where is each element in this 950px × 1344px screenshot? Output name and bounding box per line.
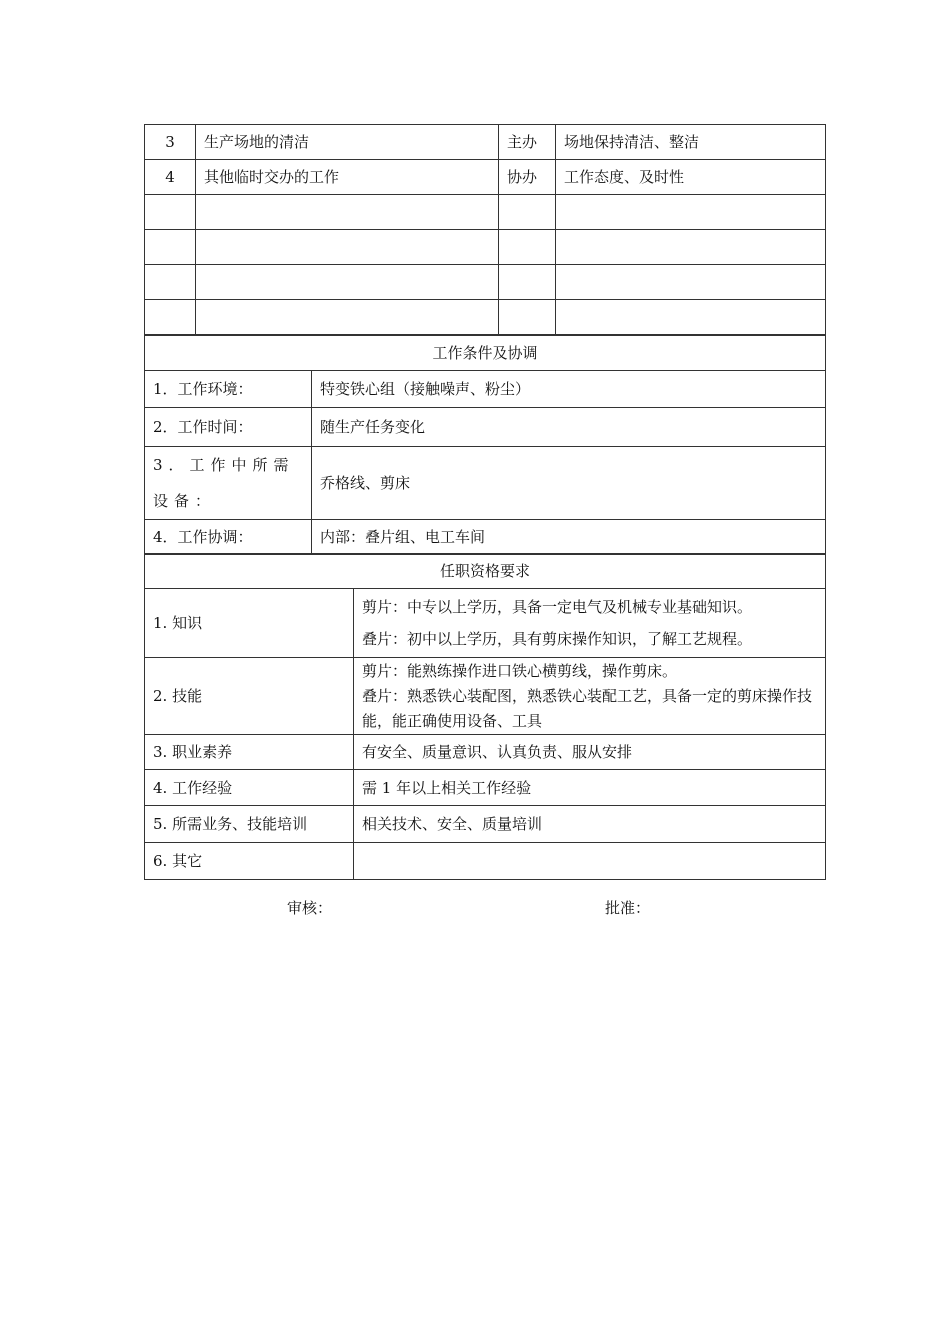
qualification-value xyxy=(354,843,826,880)
qualification-value: 有安全、质量意识、认真负责、服从安排 xyxy=(354,735,826,770)
section-title-qualifications: 任职资格要求 xyxy=(145,554,826,589)
table-row xyxy=(145,160,826,195)
approve-signature-label: 批准： xyxy=(605,899,651,917)
qualification-label: 4. 工作经验 xyxy=(145,770,354,806)
table-row xyxy=(145,371,826,408)
table-row-empty xyxy=(145,195,826,230)
qualification-value xyxy=(354,589,826,658)
table-row-empty xyxy=(145,300,826,335)
table-row xyxy=(145,125,826,160)
duty-number: 4 xyxy=(145,160,196,195)
table-row xyxy=(145,408,826,447)
qualification-label: 3. 职业素养 xyxy=(145,735,354,770)
table-row xyxy=(145,843,826,880)
table-row xyxy=(145,770,826,806)
condition-value: 乔格线、剪床 xyxy=(312,447,826,520)
qualification-label: 6. 其它 xyxy=(145,843,354,880)
table-row xyxy=(145,735,826,770)
qualifications-table xyxy=(144,553,826,880)
table-row xyxy=(145,806,826,843)
qualification-value: 需 1 年以上相关工作经验 xyxy=(354,770,826,806)
qualifications-header-row xyxy=(145,554,826,589)
duty-standard: 工作态度、及时性 xyxy=(556,160,826,195)
conditions-table xyxy=(144,335,826,555)
table-row xyxy=(145,658,826,735)
duty-task: 生产场地的清洁 xyxy=(196,125,499,160)
qualification-label: 1. 知识 xyxy=(145,589,354,658)
condition-label: 3．工作中所需设备： xyxy=(145,447,312,520)
duty-number: 3 xyxy=(145,125,196,160)
duty-task: 其他临时交办的工作 xyxy=(196,160,499,195)
review-signature-label: 审核： xyxy=(287,899,333,917)
qualification-line: 叠片：熟悉铁心装配图，熟悉铁心装配工艺，具备一定的剪床操作技能，能正确使用设备、工具 xyxy=(362,686,813,730)
qualification-line: 剪片：能熟练操作进口铁心横剪线，操作剪床。 xyxy=(362,661,678,680)
duty-role: 协办 xyxy=(499,160,556,195)
duties-table xyxy=(144,124,826,335)
qualification-value: 相关技术、安全、质量培训 xyxy=(354,806,826,843)
qualification-label: 5. 所需业务、技能培训 xyxy=(145,806,354,843)
condition-value: 内部：叠片组、电工车间 xyxy=(312,520,826,555)
qualification-label: 2. 技能 xyxy=(145,658,354,735)
condition-label: 1．工作环境： xyxy=(145,371,312,408)
table-row xyxy=(145,589,826,658)
condition-value: 特变铁心组（接触噪声、粉尘） xyxy=(312,371,826,408)
table-row-empty xyxy=(145,230,826,265)
qualification-line: 剪片：中专以上学历，具备一定电气及机械专业基础知识。 xyxy=(362,598,753,616)
condition-label: 2．工作时间： xyxy=(145,408,312,447)
qualification-line: 叠片：初中以上学历，具有剪床操作知识，了解工艺规程。 xyxy=(362,630,753,648)
condition-label: 4．工作协调： xyxy=(145,520,312,555)
duty-standard: 场地保持清洁、整洁 xyxy=(556,125,826,160)
conditions-header-row xyxy=(145,336,826,371)
qualification-value xyxy=(354,658,826,735)
table-row xyxy=(145,447,826,520)
section-title-conditions: 工作条件及协调 xyxy=(145,336,826,371)
condition-value: 随生产任务变化 xyxy=(312,408,826,447)
table-row xyxy=(145,520,826,555)
table-row-empty xyxy=(145,265,826,300)
duty-role: 主办 xyxy=(499,125,556,160)
